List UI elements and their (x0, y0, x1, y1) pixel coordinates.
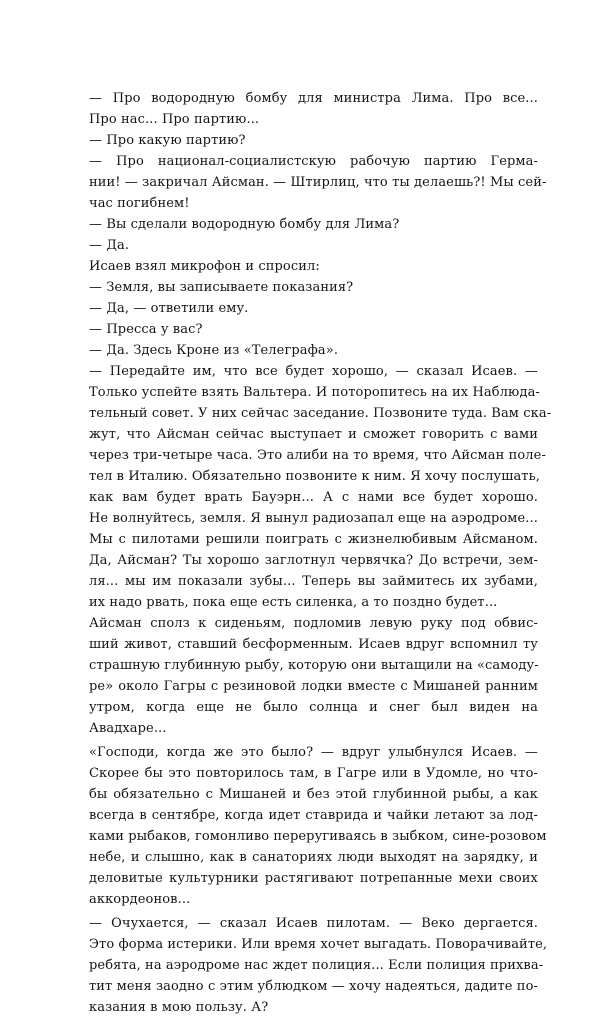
text-line: ший живот, ставший бесформенным. Исаев вдруг вспомнил ту (89, 637, 538, 652)
text-line: Да, Айсман? Ты хорошо заглотнул червячка? До встречи, зем- (89, 553, 538, 568)
text-line: нии! — закричал Айсман. — Штирлиц, что ты делаешь?! Мы сей- (89, 175, 547, 190)
text-line: аккордеонов... (89, 892, 191, 907)
text-line: — Про водородную бомбу для министра Лима. Про все... (89, 91, 538, 106)
text-line: «Господи, когда же это было? — вдруг улыбнулся Исаев. — (89, 745, 538, 760)
text-line: — Да, — ответили ему. (89, 301, 249, 316)
paragraph (89, 151, 547, 214)
text-line: тельный совет. У них сейчас заседание. Позвоните туда. Вам ска- (89, 406, 552, 421)
text-line: Это форма истерики. Или время хочет выгадать. Поворачивайте, (89, 937, 548, 952)
text-line: страшную глубинную рыбу, которую они вытащили на «самоду- (89, 658, 539, 673)
text-line: — Да. Здесь Кроне из «Телеграфа». (89, 343, 339, 358)
text-line: Исаев взял микрофон и спросил: (89, 259, 320, 274)
text-line: деловитые культурники растягивают потрепанные мехи своих (89, 871, 538, 886)
paragraph (89, 130, 538, 151)
text-line: час погибнем! (89, 196, 190, 211)
paragraph (89, 214, 538, 235)
text-line: бы обязательно с Мишаней и без этой глубинной рыбы, а как (89, 787, 538, 802)
text-line: через три-четыре часа. Это алиби на то время, что Айсман поле- (89, 448, 546, 463)
text-line: — Очухается, — сказал Исаев пилотам. — Веко дергается. (89, 916, 538, 931)
paragraph (89, 319, 538, 340)
text-line: небе, и слышно, как в санаториях люди выходят на зарядку, и (89, 850, 538, 865)
text-line: ками рыбаков, гомонливо переругиваясь в зыбком, сине-розовом (89, 829, 547, 844)
text-line: утром, когда еще не было солнца и снег был виден на (89, 700, 538, 715)
paragraph (89, 298, 538, 319)
paragraph (89, 88, 538, 130)
paragraph (89, 913, 548, 1018)
text-line: жут, что Айсман сейчас выступает и сможет говорить с вами (89, 427, 538, 442)
paragraph (89, 742, 547, 910)
text-line: ре» около Гагры с резиновой лодки вместе с Мишаней ранним (89, 679, 538, 694)
text-line: Не волнуйтесь, земля. Я вынул радиозапал еще на аэродроме... (89, 511, 538, 526)
paragraph (89, 361, 552, 613)
text-line: их надо рвать, пока еще есть силенка, а то поздно будет... (89, 595, 498, 610)
text-line: Айсман сполз к сиденьям, подломив левую руку под обвис- (89, 616, 538, 631)
text-line: ля... мы им показали зубы... Теперь вы займитесь их зубами, (89, 574, 538, 589)
paragraph (89, 277, 538, 298)
text-line: — Да. (89, 238, 130, 253)
text-line: тит меня заодно с этим ублюдком — хочу надеяться, дадите по- (89, 979, 538, 994)
text-line: — Земля, вы записываете показания? (89, 280, 354, 295)
text-line: — Вы сделали водородную бомбу для Лима? (89, 217, 400, 232)
text-line: — Передайте им, что все будет хорошо, — сказал Исаев. — (89, 364, 538, 379)
text-line: всегда в сентябре, когда идет ставрида и чайки летают за лод- (89, 808, 538, 823)
paragraph (89, 256, 538, 277)
book-page (89, 88, 552, 1018)
text-line: Про нас... Про партию... (89, 112, 260, 127)
text-line: ребята, на аэродроме нас ждет полиция... Если полиция прихва- (89, 958, 544, 973)
paragraph (89, 613, 538, 739)
text-line: тел в Италию. Обязательно позвоните к ним. Я хочу послушать, (89, 469, 541, 484)
text-line: — Пресса у вас? (89, 322, 203, 337)
text-line: — Про какую партию? (89, 133, 246, 148)
text-line: Скорее бы это повторилось там, в Гагре или в Удомле, но что- (89, 766, 538, 781)
text-line: — Про национал-социалистскую рабочую партию Герма- (89, 154, 538, 169)
text-line: казания в мою пользу. А? (89, 1000, 269, 1015)
text-line: как вам будет врать Бауэрн... А с нами все будет хорошо. (89, 490, 538, 505)
text-line: Только успейте взять Вальтера. И поторопитесь на их Наблюда- (89, 385, 540, 400)
text-line: Авадхаре... (89, 721, 167, 736)
paragraph (89, 340, 538, 361)
paragraph (89, 235, 538, 256)
text-line: Мы с пилотами решили поиграть с жизнелюбивым Айсманом. (89, 532, 538, 547)
